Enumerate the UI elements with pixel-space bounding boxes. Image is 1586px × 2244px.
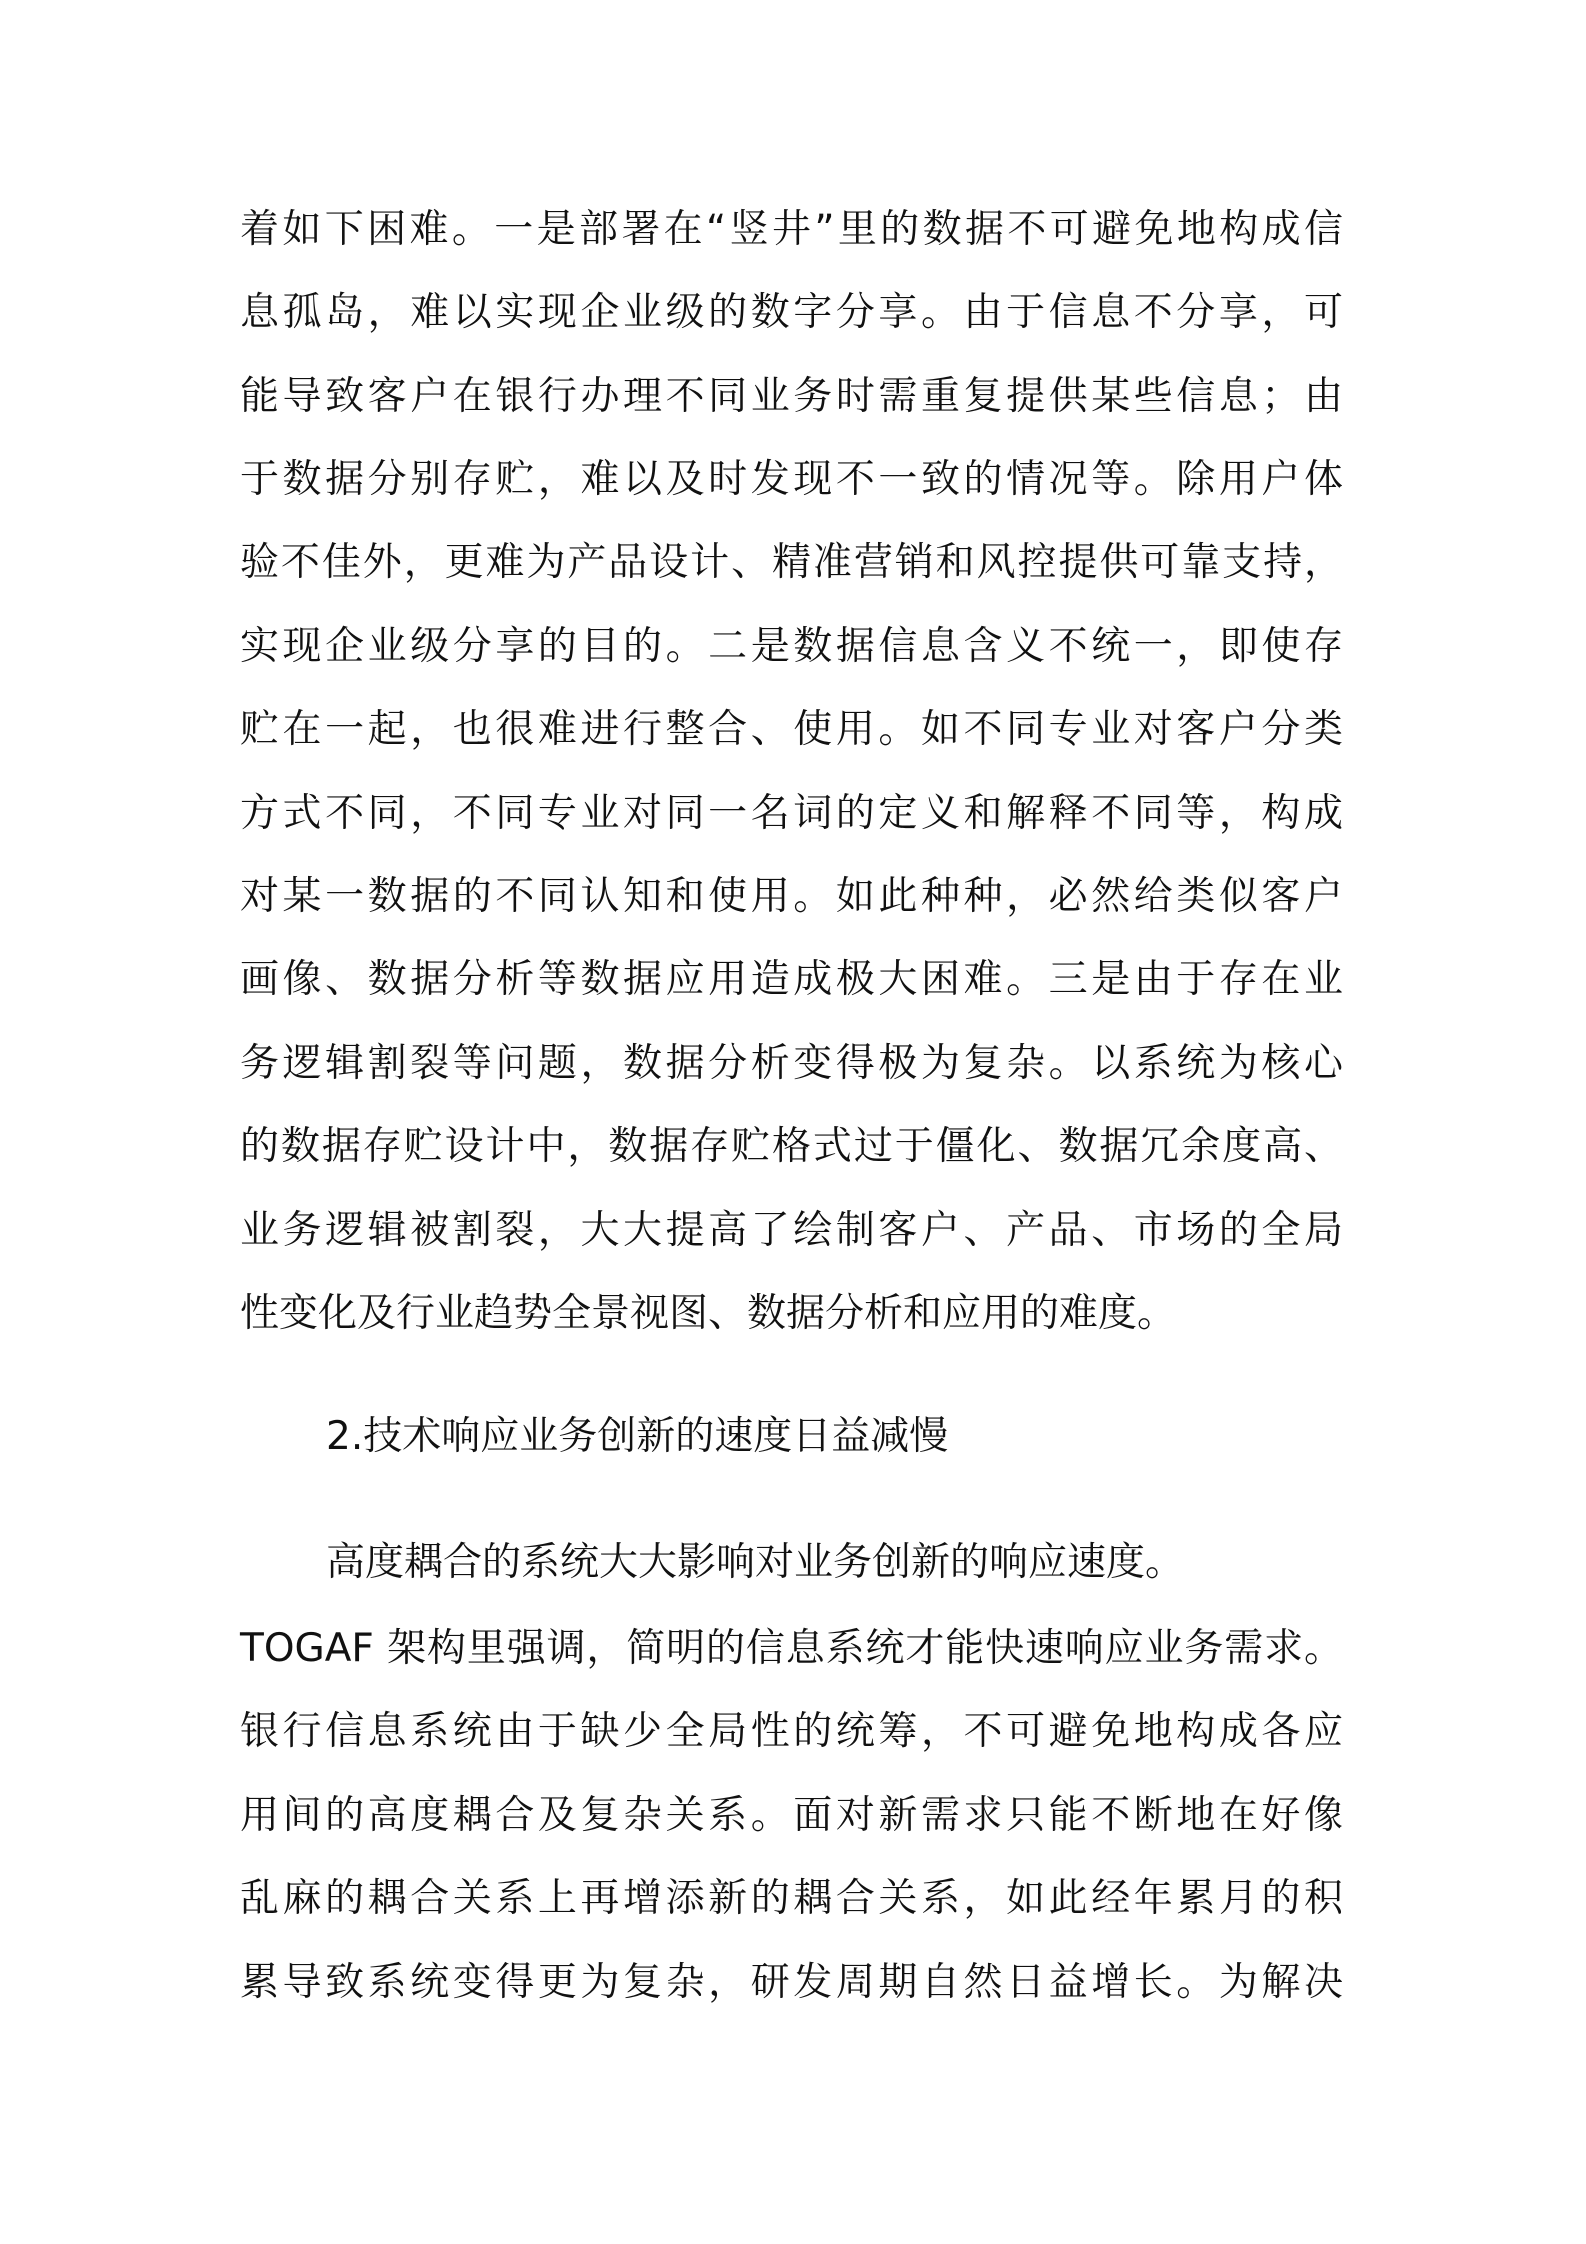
text-line: 能导致客户在银行办理不同业务时需重复提供某些信息；由 (240, 374, 1343, 419)
text-line: 的数据存贮设计中，数据存贮格式过于僵化、数据冗余度高、 (240, 1124, 1343, 1169)
text-line: 着如下困难。一是部署在“竖井”里的数据不可避免地构成信 (240, 207, 1343, 252)
text-line: 对某一数据的不同认知和使用。如此种种，必然给类似客户 (240, 874, 1343, 919)
text-line: 性变化及行业趋势全景视图、数据分析和应用的难度。 (240, 1291, 1177, 1336)
text-line: 务逻辑割裂等问题，数据分析变得极为复杂。以系统为核心 (240, 1041, 1343, 1086)
text-line: 验不佳外，更难为产品设计、精准营销和风控提供可靠支持， (240, 540, 1343, 585)
text-line: 贮在一起，也很难进行整合、使用。如不同专业对客户分类 (240, 707, 1343, 752)
text-line: 高度耦合的系统大大影响对业务创新的响应速度。 (326, 1540, 1185, 1585)
text-line: 用间的高度耦合及复杂关系。面对新需求只能不断地在好像 (240, 1793, 1343, 1838)
text-line: 于数据分别存贮，难以及时发现不一致的情况等。除用户体 (240, 457, 1343, 502)
text-line: TOGAF 架构里强调，简明的信息系统才能快速响应业务需求。 (240, 1626, 1343, 1671)
text-line: 乱麻的耦合关系上再增添新的耦合关系，如此经年累月的积 (240, 1876, 1343, 1921)
text-line: 画像、数据分析等数据应用造成极大困难。三是由于存在业 (240, 957, 1343, 1002)
text-line: 业务逻辑被割裂，大大提高了绘制客户、产品、市场的全局 (240, 1208, 1343, 1253)
text-line: 累导致系统变得更为复杂，研发周期自然日益增长。为解决 (240, 1960, 1343, 2005)
text-line: 银行信息系统由于缺少全局性的统筹，不可避免地构成各应 (240, 1709, 1343, 1754)
section-heading: 2.技术响应业务创新的速度日益减慢 (326, 1414, 949, 1459)
text-line: 方式不同，不同专业对同一名词的定义和解释不同等，构成 (240, 791, 1343, 836)
text-line: 实现企业级分享的目的。二是数据信息含义不统一，即使存 (240, 624, 1343, 669)
text-line: 息孤岛，难以实现企业级的数字分享。由于信息不分享，可 (240, 290, 1343, 335)
